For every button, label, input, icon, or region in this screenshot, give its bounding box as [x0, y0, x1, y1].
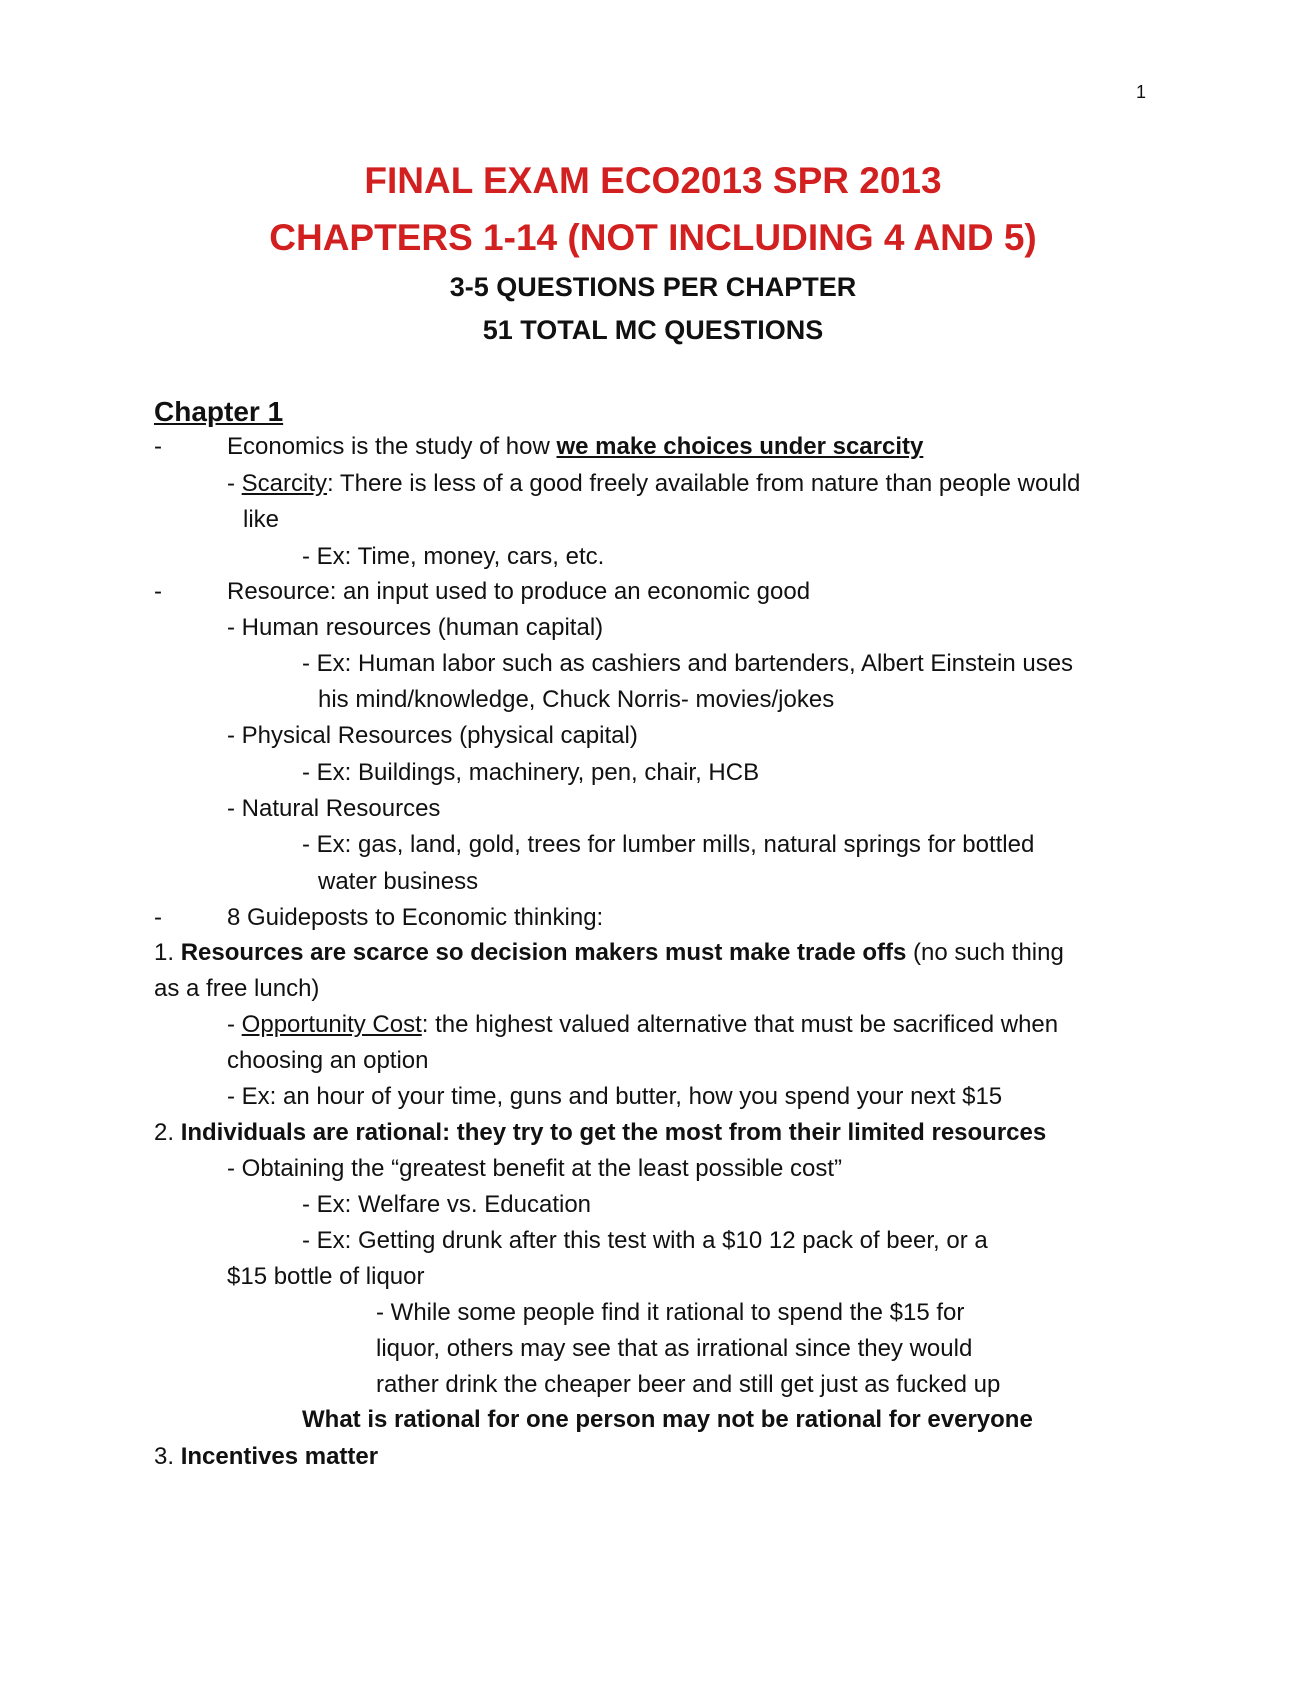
guidepost-1-statement: Resources are scarce so decision makers must make trade offs: [180, 939, 907, 966]
rational-benefit: - Obtaining the “greatest benefit at the least possible cost”: [227, 1155, 843, 1182]
physical-resources-example: - Ex: Buildings, machinery, pen, chair, HCB: [302, 759, 760, 786]
scarcity-term: Scarcity: [241, 470, 328, 497]
scarcity-text: : There is less of a good freely available from nature than people would: [327, 470, 1081, 497]
rational-example-drinks-continuation: $15 bottle of liquor: [227, 1263, 425, 1290]
rational-note-line2: liquor, others may see that as irrational since they would: [376, 1335, 973, 1362]
economics-definition: [227, 432, 923, 462]
item-dash: -: [227, 1011, 242, 1038]
total-questions: 51 TOTAL MC QUESTIONS: [482, 315, 824, 345]
bullet-dash: -: [154, 904, 162, 931]
scarcity-example: - Ex: Time, money, cars, etc.: [302, 543, 605, 570]
opportunity-cost-text: : the highest valued alternative that must be sacrificed when: [421, 1011, 1059, 1038]
guidepost-1-note: (no such thing: [906, 939, 1064, 966]
economics-definition-text: Economics is the study of how: [227, 433, 557, 460]
resource-definition: Resource: an input used to produce an economic good: [227, 578, 811, 605]
guideposts-intro: 8 Guideposts to Economic thinking:: [227, 904, 604, 931]
questions-per-chapter: 3-5 QUESTIONS PER CHAPTER: [449, 272, 857, 302]
rational-example-drinks: - Ex: Getting drunk after this test with a $10 12 pack of beer, or a: [302, 1227, 988, 1254]
opportunity-cost-definition: [227, 1010, 1058, 1040]
bullet-dash: -: [154, 433, 162, 460]
opportunity-cost-continuation: choosing an option: [227, 1047, 429, 1074]
opportunity-cost-example: - Ex: an hour of your time, guns and butter, how you spend your next $15: [227, 1083, 1003, 1110]
opportunity-cost-term: Opportunity Cost: [241, 1011, 422, 1038]
guidepost-number: 2.: [154, 1119, 181, 1146]
guidepost-1: [154, 938, 1064, 968]
page-number: 1: [1136, 82, 1147, 102]
guidepost-3: [154, 1442, 378, 1472]
item-dash: -: [227, 470, 242, 497]
chapter-heading: Chapter 1: [154, 396, 284, 427]
physical-resources: - Physical Resources (physical capital): [227, 722, 638, 749]
human-resources: - Human resources (human capital): [227, 614, 604, 641]
exam-title: FINAL EXAM ECO2013 SPR 2013: [364, 160, 942, 201]
guidepost-1-continuation: as a free lunch): [154, 975, 320, 1002]
guidepost-3-statement: Incentives matter: [180, 1443, 379, 1470]
guidepost-number: 1.: [154, 939, 181, 966]
guidepost-2-statement: Individuals are rational: they try to get the most from their limited resources: [180, 1119, 1047, 1146]
natural-resources-example: - Ex: gas, land, gold, trees for lumber mills, natural springs for bottled: [302, 831, 1035, 858]
bullet-dash: -: [154, 578, 162, 605]
scarcity-definition: [227, 469, 1080, 499]
scarcity-continuation: like: [243, 506, 280, 533]
guidepost-2: [154, 1118, 1046, 1148]
rational-note-line1: - While some people find it rational to spend the $15 for: [376, 1299, 965, 1326]
natural-resources-example-continuation: water business: [318, 868, 479, 895]
rational-example-welfare: - Ex: Welfare vs. Education: [302, 1191, 592, 1218]
human-resources-example-continuation: his mind/knowledge, Chuck Norris- movies/jokes: [318, 686, 835, 713]
guidepost-number: 3.: [154, 1443, 181, 1470]
human-resources-example: - Ex: Human labor such as cashiers and bartenders, Albert Einstein uses: [302, 650, 1074, 677]
chapters-title: CHAPTERS 1-14 (NOT INCLUDING 4 AND 5): [269, 217, 1037, 258]
natural-resources: - Natural Resources: [227, 795, 441, 822]
rational-conclusion: What is rational for one person may not be rational for everyone: [302, 1406, 1033, 1433]
rational-note-line3: rather drink the cheaper beer and still get just as fucked up: [376, 1371, 1001, 1398]
economics-definition-emphasis: we make choices under scarcity: [556, 433, 924, 460]
